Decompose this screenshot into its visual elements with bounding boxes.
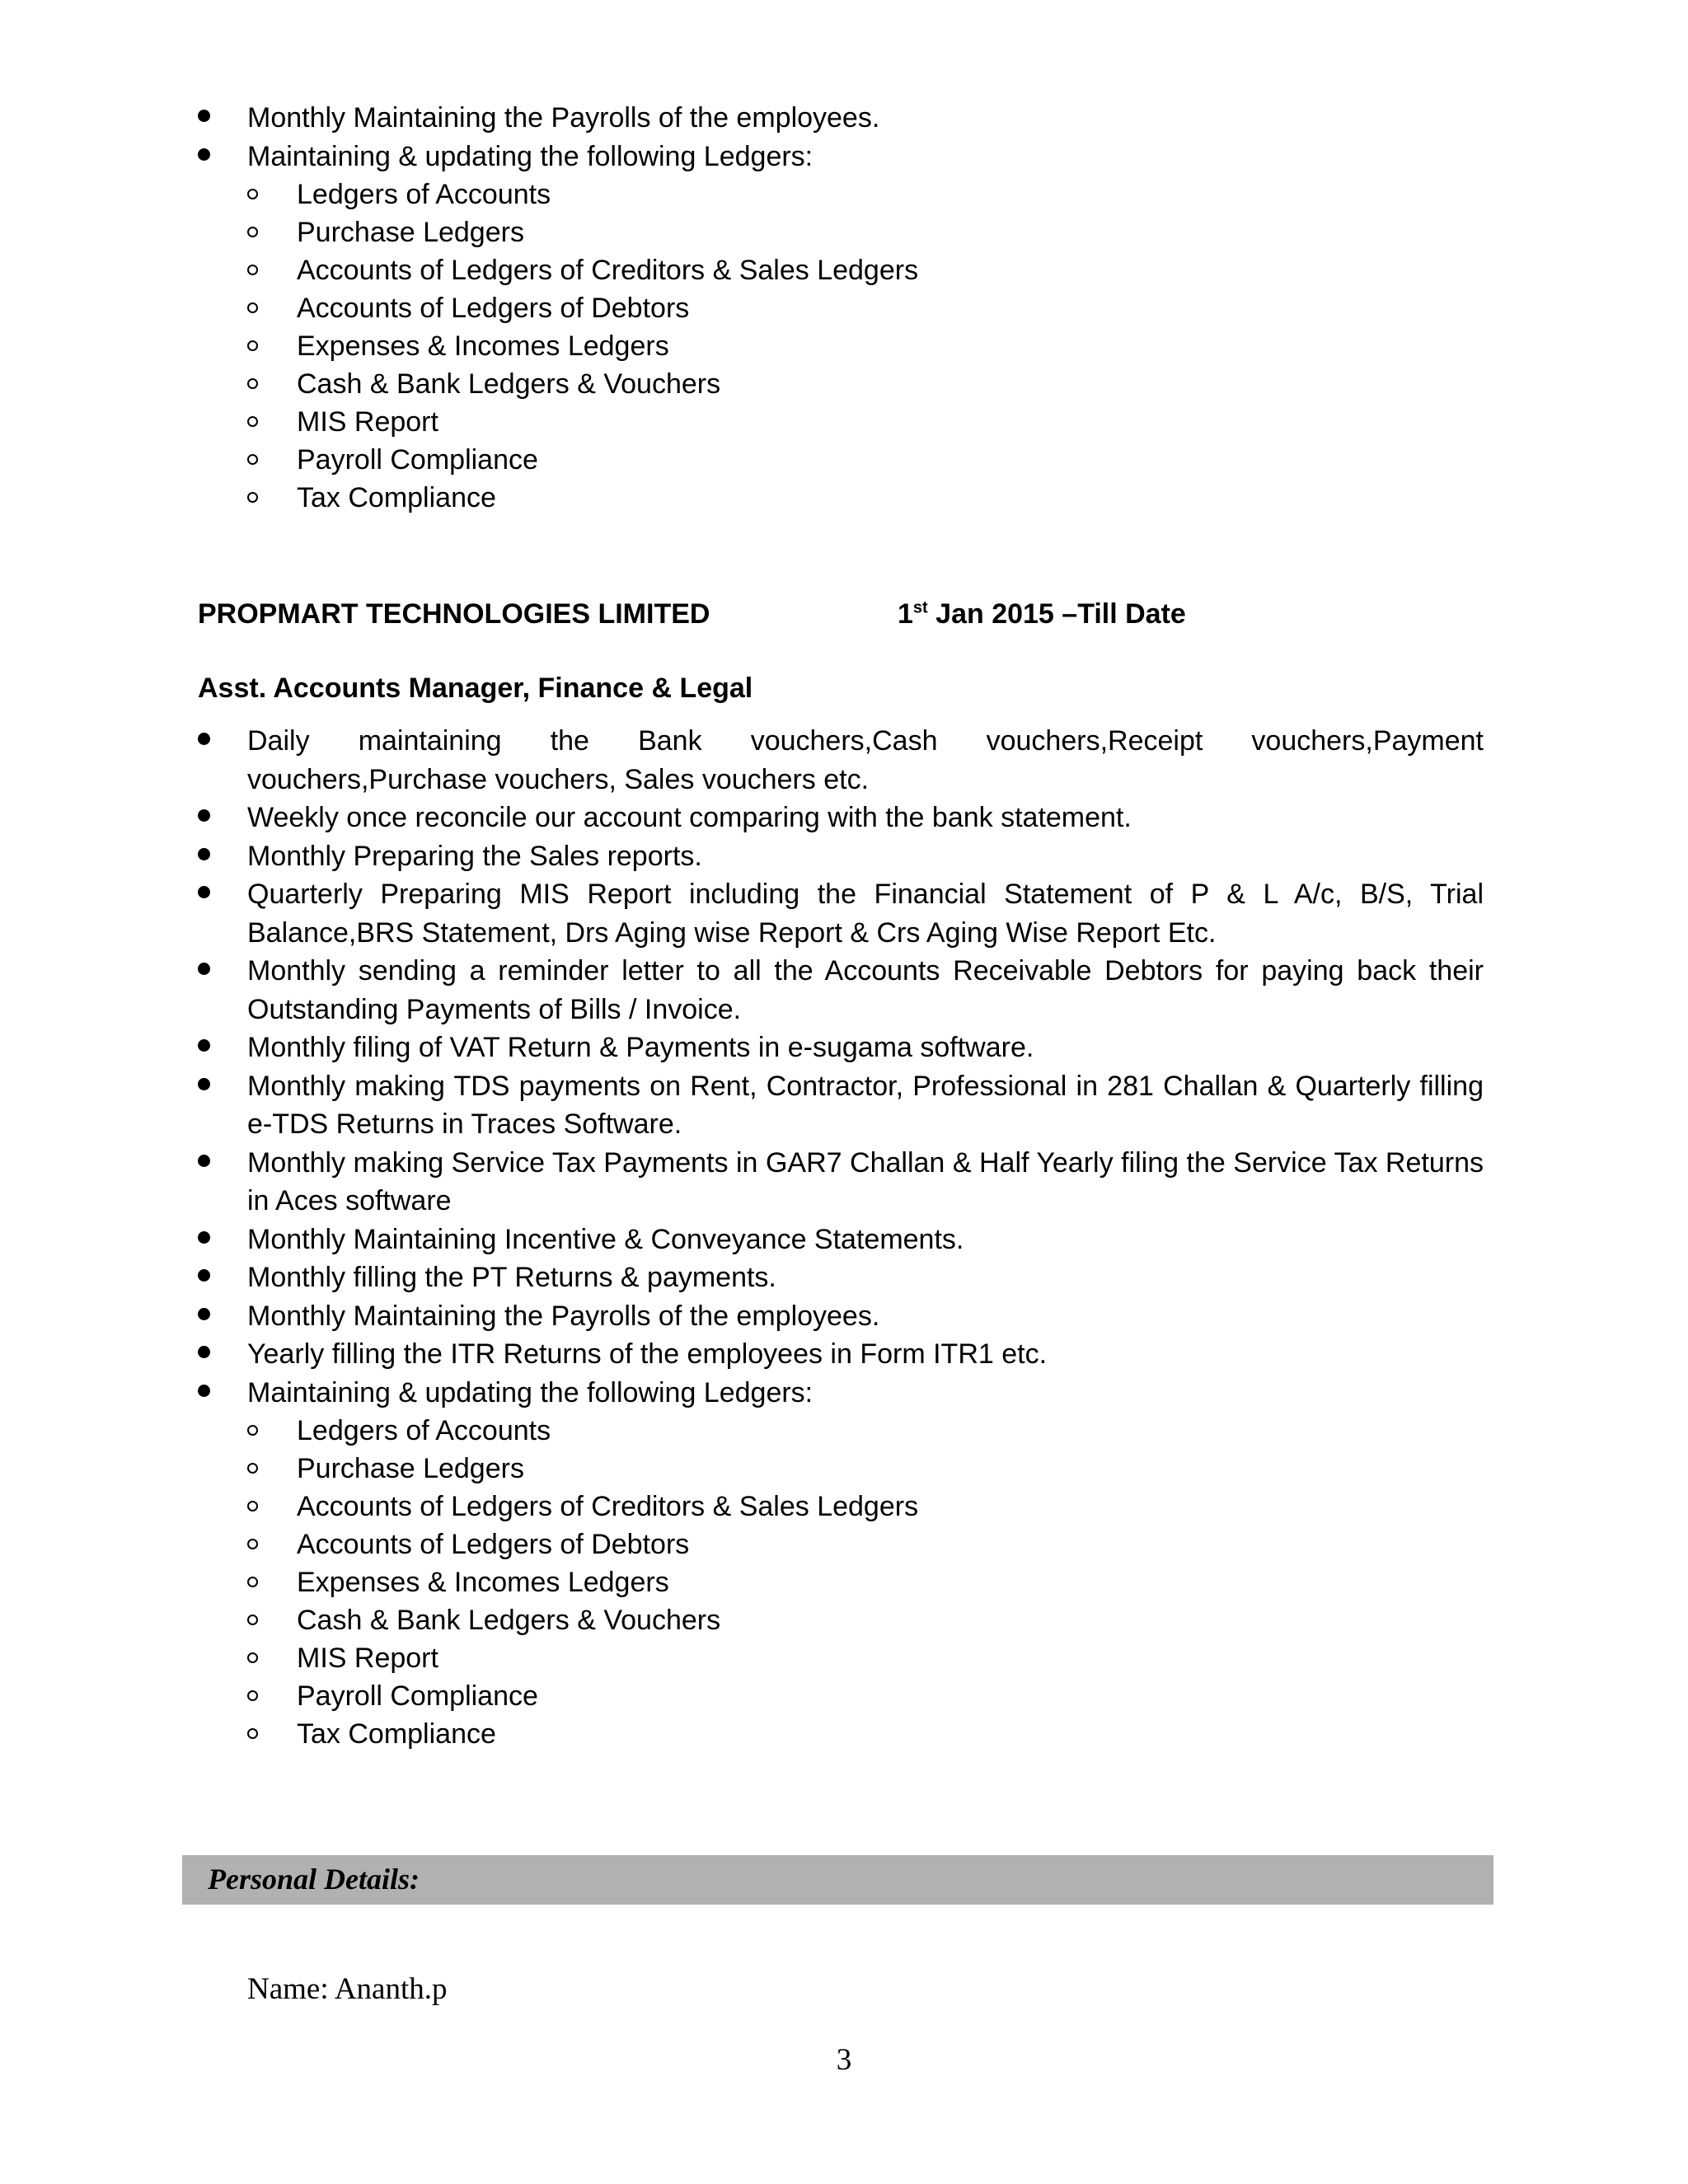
bullet-text: Yearly filling the ITR Returns of the employees in Form ITR1 etc.: [247, 1338, 1048, 1370]
bullet-icon: [198, 1385, 210, 1397]
sub-list-item: [247, 365, 1484, 403]
circle-bullet-icon: [247, 492, 258, 503]
personal-details-header: [182, 1855, 1493, 1905]
sub-item-text: Cash & Bank Ledgers & Vouchers: [297, 1605, 721, 1636]
sub-item-text: Ledgers of Accounts: [297, 1415, 551, 1446]
job-sub-list: [247, 1412, 1484, 1753]
sub-item-text: Payroll Compliance: [297, 444, 538, 476]
circle-bullet-icon: [247, 189, 258, 199]
list-item: [198, 1297, 1484, 1336]
circle-bullet-icon: [247, 1728, 258, 1739]
sub-item-text: Purchase Ledgers: [297, 1453, 524, 1484]
list-item: [198, 1335, 1484, 1374]
sub-list-item: [247, 327, 1484, 365]
list-item: [198, 99, 1484, 138]
date-day: 1: [898, 598, 913, 630]
circle-bullet-icon: [247, 1690, 258, 1701]
sub-item-text: Expenses & Incomes Ledgers: [297, 1567, 669, 1598]
list-item: [198, 1258, 1484, 1297]
list-item: [198, 799, 1484, 837]
circle-bullet-icon: [247, 378, 258, 389]
list-item: [198, 1221, 1484, 1259]
bullet-text: Maintaining & updating the following Ledgers:: [247, 1376, 814, 1408]
bullet-text: Maintaining & updating the following Ledgers:: [247, 140, 814, 172]
bullet-icon: [198, 1155, 210, 1167]
list-item: [198, 952, 1484, 1029]
list-item: [198, 1144, 1484, 1221]
date-suffix: st: [912, 598, 928, 617]
circle-bullet-icon: [247, 1539, 258, 1549]
list-item: [198, 837, 1484, 876]
list-item: [198, 722, 1484, 799]
bullet-text: Monthly sending a reminder letter to all the Accounts Receivable Debtors for paying back their Outstanding Payments of Bills / Invoice.: [247, 955, 1484, 1025]
bullet-text: Monthly filling the PT Returns & payments.: [247, 1262, 776, 1293]
bullet-text: Monthly Maintaining Incentive & Conveyance Statements.: [247, 1223, 964, 1255]
company-name: PROPMART TECHNOLOGIES LIMITED: [198, 598, 710, 630]
sub-list-item: [247, 176, 1484, 213]
sub-list-item: [247, 1715, 1484, 1753]
circle-bullet-icon: [247, 454, 258, 465]
sub-list-item: [247, 1601, 1484, 1639]
top-bullet-list: [198, 99, 1484, 517]
circle-bullet-icon: [247, 1501, 258, 1511]
bullet-icon: [198, 148, 210, 161]
sub-item-text: Accounts of Ledgers of Debtors: [297, 1529, 690, 1560]
sub-list-item: [247, 213, 1484, 251]
sub-item-text: Accounts of Ledgers of Creditors & Sales Ledgers: [297, 255, 919, 286]
bullet-icon: [198, 1039, 210, 1052]
circle-bullet-icon: [247, 1652, 258, 1663]
sub-list-item: [247, 251, 1484, 289]
list-item: [198, 138, 1484, 518]
bullet-text: Monthly Maintaining the Payrolls of the employees.: [247, 1300, 880, 1332]
circle-bullet-icon: [247, 416, 258, 427]
sub-list-item: [247, 289, 1484, 327]
circle-bullet-icon: [247, 1425, 258, 1436]
sub-list-item: [247, 1677, 1484, 1715]
sub-item-text: MIS Report: [297, 406, 438, 438]
sub-list-item: [247, 1639, 1484, 1677]
job-role: Asst. Accounts Manager, Finance & Legal: [198, 673, 753, 704]
sub-list-item: [247, 1563, 1484, 1601]
bullet-icon: [198, 110, 210, 122]
sub-item-text: Payroll Compliance: [297, 1680, 538, 1712]
sub-item-text: Tax Compliance: [297, 482, 496, 513]
bullet-text: Daily maintaining the Bank vouchers,Cash vouchers,Receipt vouchers,Payment vouchers,Purchase vouchers, Sales vouchers etc.: [247, 725, 1484, 795]
sub-list-item: [247, 479, 1484, 517]
personal-name: Name: Ananth.p: [247, 1972, 448, 2006]
bullet-text: Monthly Preparing the Sales reports.: [247, 840, 702, 872]
job-dates: [898, 598, 1186, 630]
sub-item-text: Tax Compliance: [297, 1718, 496, 1750]
date-rest: Jan 2015 –Till Date: [927, 598, 1186, 630]
sub-item-text: Accounts of Ledgers of Creditors & Sales Ledgers: [297, 1491, 919, 1522]
sub-list-item: [247, 1412, 1484, 1450]
section-heading: Personal Details:: [208, 1863, 420, 1896]
bullet-icon: [198, 1231, 210, 1244]
circle-bullet-icon: [247, 340, 258, 351]
list-item: [198, 1067, 1484, 1144]
list-item: [198, 1374, 1484, 1754]
bullet-text: Monthly filing of VAT Return & Payments in e-sugama software.: [247, 1032, 1034, 1063]
sub-item-text: Accounts of Ledgers of Debtors: [297, 293, 690, 324]
bullet-icon: [198, 1269, 210, 1282]
bullet-text: Quarterly Preparing MIS Report including the Financial Statement of P & L A/c, B/S, Trial Balance,BRS Statement, Drs Aging wise Report & Crs Aging Wise Report Etc.: [247, 879, 1484, 949]
sub-list-item: [247, 1450, 1484, 1488]
list-item: [198, 1029, 1484, 1067]
sub-list-item: [247, 441, 1484, 479]
bullet-icon: [198, 1308, 210, 1320]
list-item: [198, 875, 1484, 952]
sub-list-item: [247, 403, 1484, 441]
page-number: 3: [836, 2043, 852, 2077]
bullet-text: Monthly making TDS payments on Rent, Contractor, Professional in 281 Challan & Quarterly filling e-TDS Returns in Traces Software.: [247, 1070, 1484, 1140]
circle-bullet-icon: [247, 227, 258, 237]
bullet-icon: [198, 963, 210, 975]
sub-item-text: Expenses & Incomes Ledgers: [297, 330, 669, 362]
job-bullet-list: [198, 722, 1484, 1753]
sub-item-text: Purchase Ledgers: [297, 217, 524, 248]
bullet-icon: [198, 1346, 210, 1358]
bullet-text: Monthly Maintaining the Payrolls of the employees.: [247, 102, 880, 134]
bullet-icon: [198, 733, 210, 745]
bullet-icon: [198, 886, 210, 898]
circle-bullet-icon: [247, 1615, 258, 1625]
bullet-text: Monthly making Service Tax Payments in GAR7 Challan & Half Yearly filing the Service Tax Returns in Aces software: [247, 1146, 1484, 1216]
bullet-text: Weekly once reconcile our account comparing with the bank statement.: [247, 802, 1132, 833]
circle-bullet-icon: [247, 265, 258, 275]
circle-bullet-icon: [247, 1463, 258, 1474]
bullet-icon: [198, 809, 210, 822]
bullet-icon: [198, 1078, 210, 1090]
sub-item-text: Ledgers of Accounts: [297, 179, 551, 210]
top-sub-list: [247, 176, 1484, 517]
sub-item-text: Cash & Bank Ledgers & Vouchers: [297, 368, 721, 400]
circle-bullet-icon: [247, 1577, 258, 1587]
sub-list-item: [247, 1526, 1484, 1563]
sub-list-item: [247, 1488, 1484, 1526]
sub-item-text: MIS Report: [297, 1643, 438, 1674]
circle-bullet-icon: [247, 302, 258, 313]
bullet-icon: [198, 848, 210, 860]
